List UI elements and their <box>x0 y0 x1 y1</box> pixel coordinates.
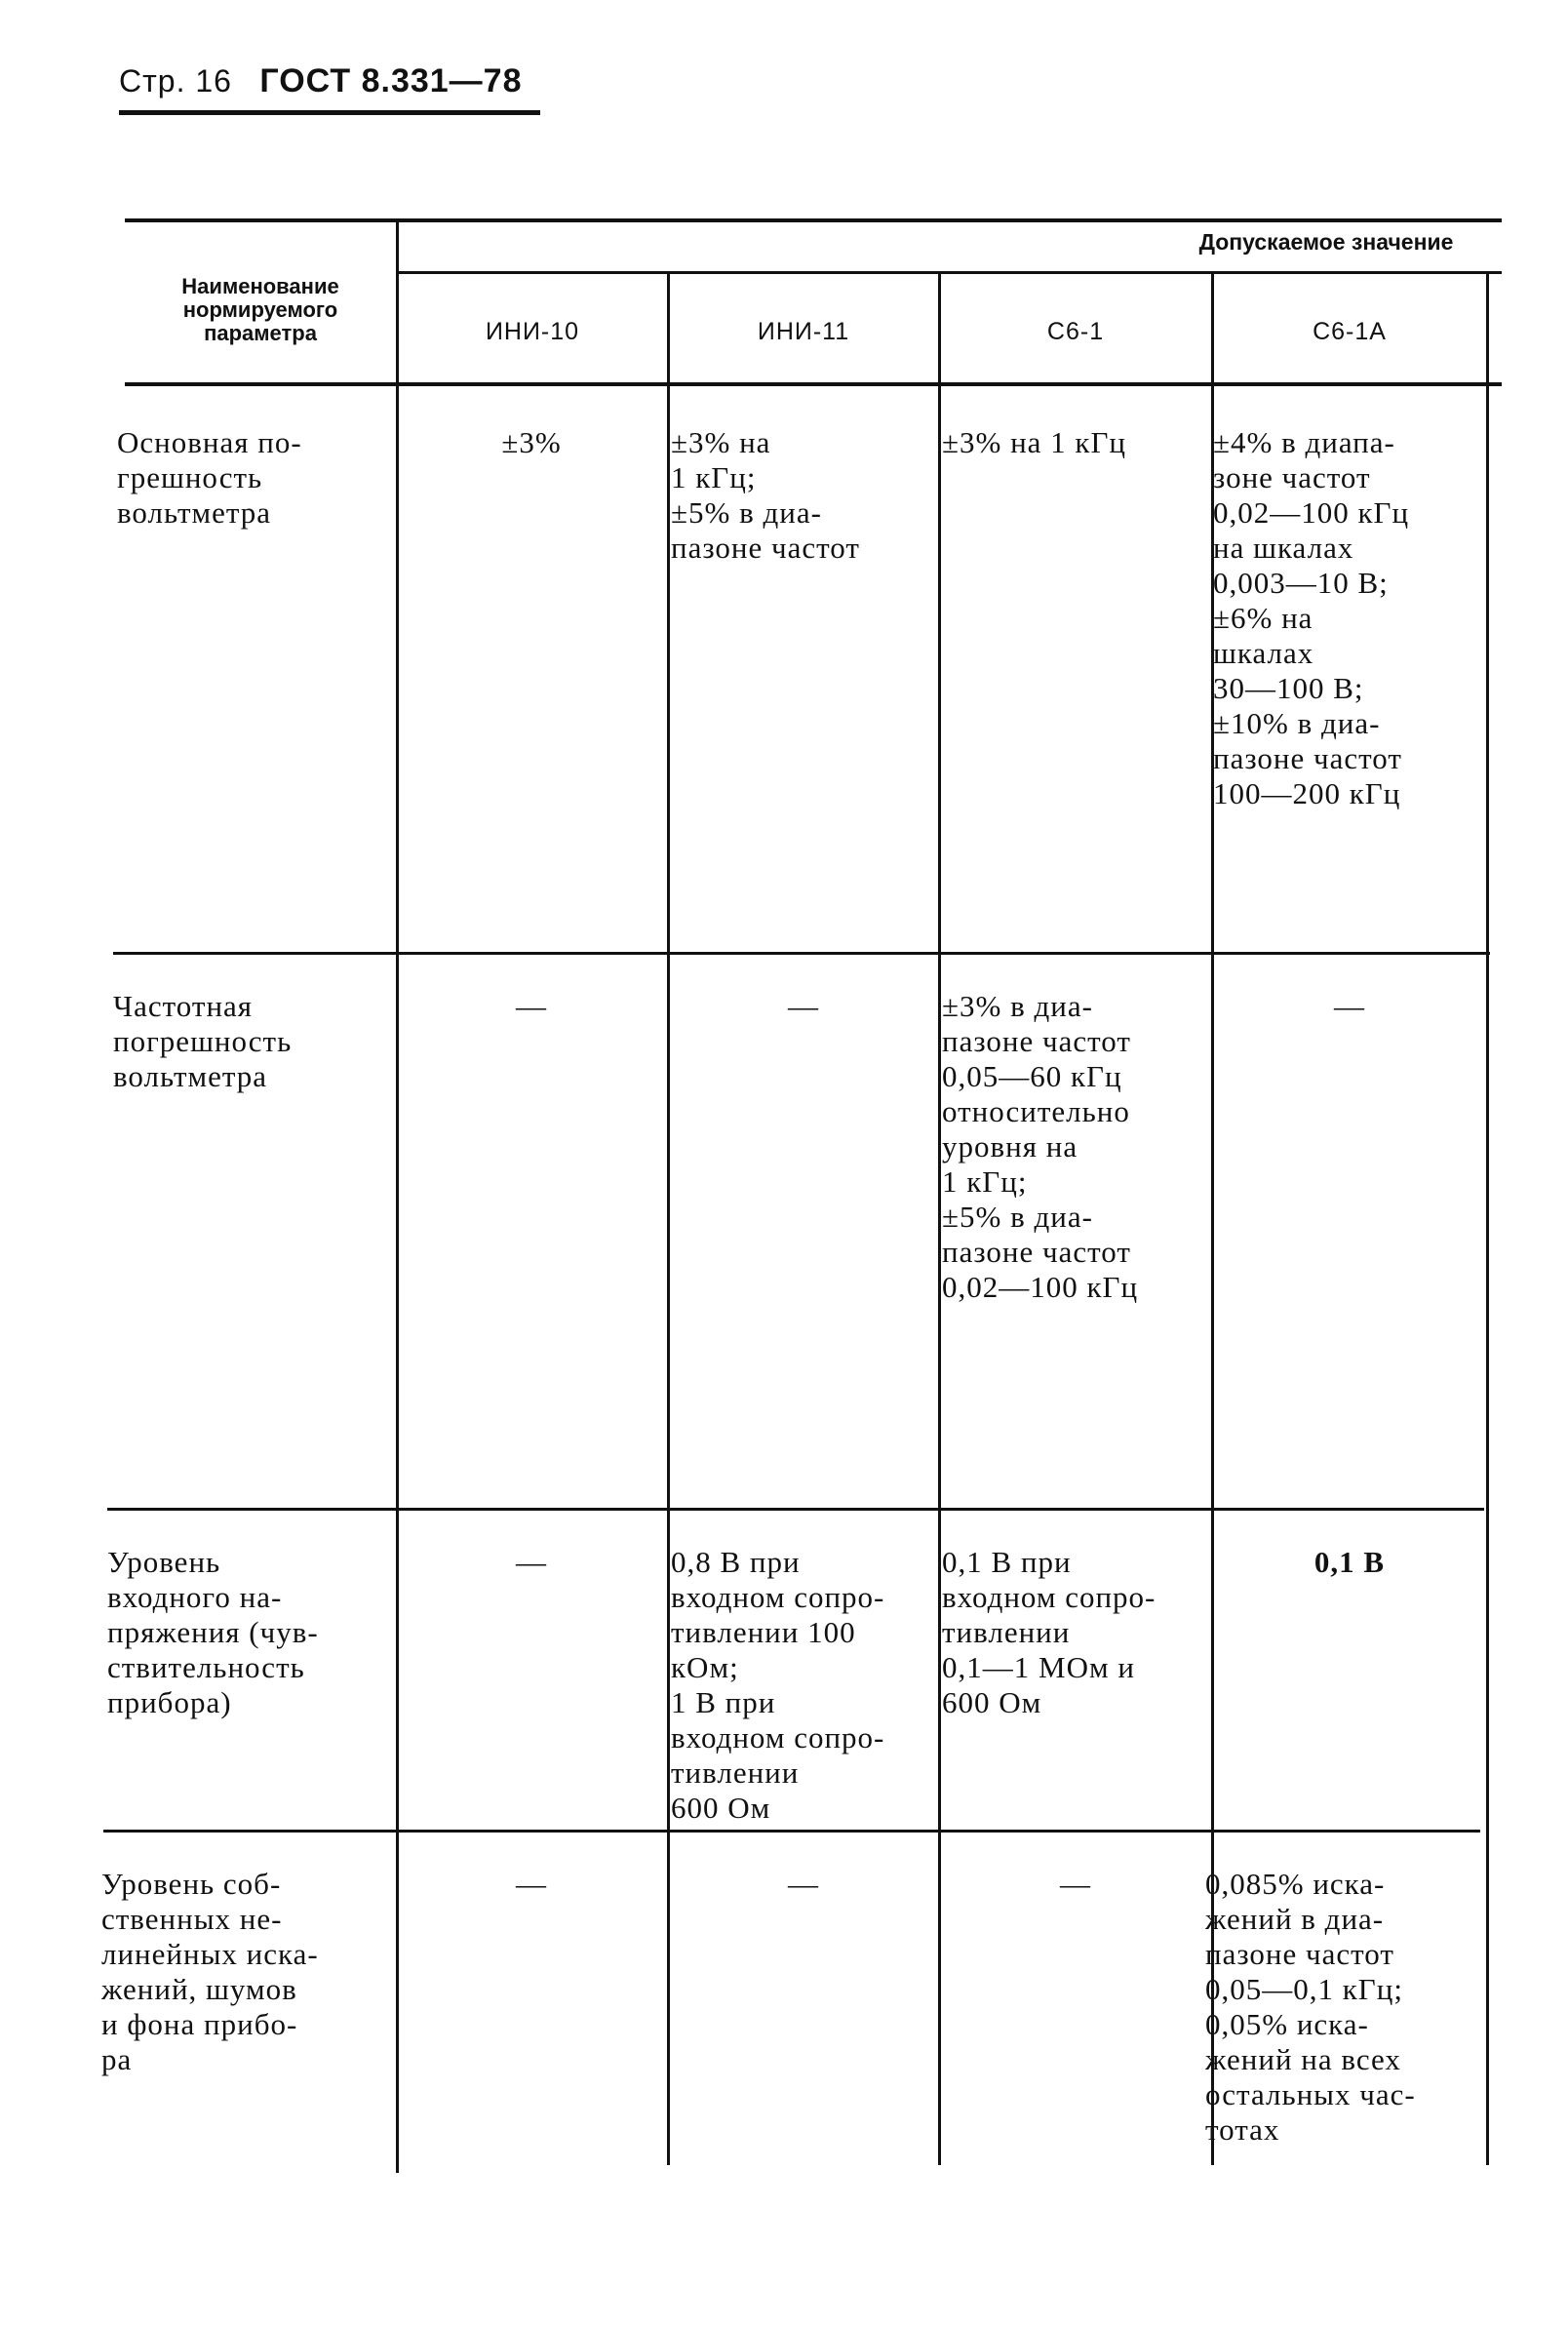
row-1-c6-1a: ±4% в диапа- зоне частот 0,02—100 кГц на шкалах 0,003—10 В; ±6% на шкалах 30—100 В; ±10% в диа- пазоне частот 100—200 кГц <box>1213 425 1410 810</box>
row-3-name: Уровень входного на- пряжения (чув- ствительность прибора) <box>107 1545 319 1719</box>
header-bottom-rule <box>125 382 1502 386</box>
row-1-name: Основная по- грешность вольтметра <box>117 425 302 530</box>
row-3-ini11: 0,8 В при входном сопро- тивлении 100 кОм; 1 В при входном сопро- тивлении 600 Ом <box>671 1545 885 1825</box>
row-2-ini11: — <box>788 989 819 1023</box>
row-2-ini10: — <box>516 989 547 1023</box>
row-divider-2 <box>107 1508 1484 1511</box>
row-1-c6-1: ±3% на 1 кГц <box>942 425 1127 459</box>
row-1-ini10: ±3% <box>501 425 562 459</box>
row-4-ini10: — <box>516 1867 547 1901</box>
row-1-ini11: ±3% на 1 кГц; ±5% в диа- пазоне частот <box>671 425 860 565</box>
col-header-c6-1a: С6-1А <box>1313 318 1387 345</box>
row-2-c6-1: ±3% в диа- пазоне частот 0,05—60 кГц относительно уровня на 1 кГц; ±5% в диа- пазоне частот 0,02—100 кГц <box>942 989 1139 1304</box>
col-divider-right <box>1486 273 1489 2165</box>
col-divider-name <box>396 222 399 2173</box>
standard-code: ГОСТ 8.331—78 <box>259 62 523 99</box>
col-header-ini11: ИНИ-11 <box>757 318 850 345</box>
row-divider-3 <box>103 1830 1480 1833</box>
col-header-c6-1: С6-1 <box>1046 318 1105 345</box>
col-divider-1 <box>667 273 670 2165</box>
row-2-name: Частотная погрешность вольтметра <box>113 989 293 1093</box>
row-2-c6-1a: — <box>1334 989 1365 1023</box>
table-top-rule <box>125 218 1502 222</box>
group-header: Допускаемое значение <box>1198 229 1454 255</box>
row-3-c6-1: 0,1 В при входном сопро- тивлении 0,1—1 МОм и 600 Ом <box>942 1545 1156 1719</box>
group-header-rule <box>398 271 1502 274</box>
col-header-ini10: ИНИ-10 <box>485 318 580 345</box>
param-header: Наименование нормируемого параметра <box>181 274 339 345</box>
row-divider-1 <box>113 952 1490 955</box>
row-4-c6-1: — <box>1060 1867 1091 1901</box>
page-number: Стр. 16 <box>119 63 232 99</box>
row-3-c6-1a: 0,1 В <box>1313 1545 1386 1579</box>
row-4-name: Уровень соб- ственных не- линейных иска- жений, шумов и фона прибо- ра <box>101 1867 319 2076</box>
col-divider-2 <box>938 273 941 2165</box>
row-3-ini10: — <box>516 1545 547 1579</box>
row-4-c6-1a: 0,085% иска- жений в диа- пазоне частот 0,05—0,1 кГц; 0,05% иска- жений на всех остальных час- тотах <box>1205 1867 1416 2147</box>
row-4-ini11: — <box>788 1867 819 1901</box>
